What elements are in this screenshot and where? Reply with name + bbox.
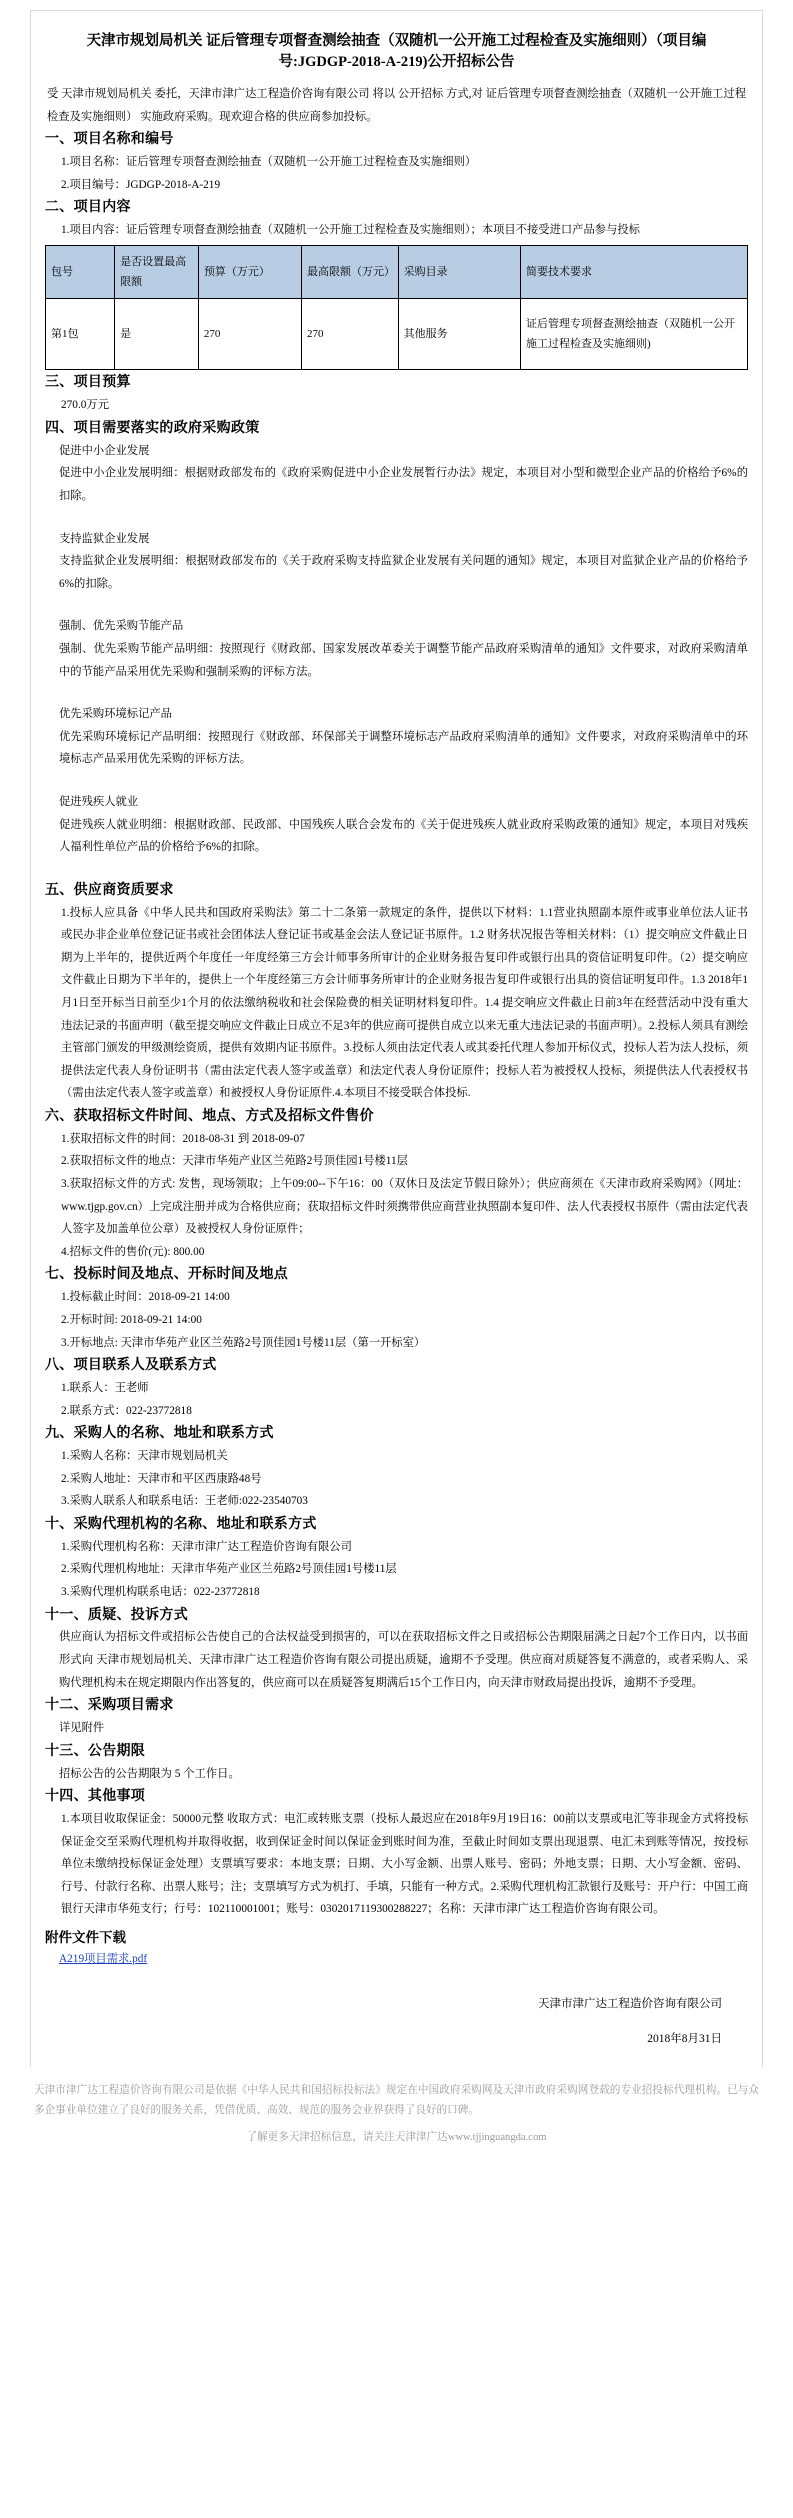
table-header-cell: 预算（万元） (198, 245, 301, 299)
section-1-item-1: 1.项目名称：证后管理专项督查测绘抽查（双随机一公开施工过程检查及实施细则） (61, 156, 477, 169)
section-9-item-3: 3.采购人联系人和联系电话：王老师:022-23540703 (61, 1495, 308, 1508)
signature-company: 天津市津广达工程造价咨询有限公司 (538, 1997, 722, 2010)
table-cell: 第1包 (46, 299, 115, 370)
policy-5-detail: 促进残疾人就业明细：根据财政部、民政部、中国残疾人联合会发布的《关于促进残疾人就业政府采购政策的通知》规定，本项目对残疾人福利性单位产品的价格给予6%的扣除。 (59, 818, 748, 854)
section-heading-12: 十二、采购项目需求 (45, 1698, 174, 1714)
policy-gap (45, 683, 748, 703)
section-heading-10: 十、采购代理机构的名称、地址和联系方式 (45, 1516, 317, 1532)
section-7-item-3: 3.开标地点: 天津市华苑产业区兰苑路2号顶佳园1号楼11层（第一开标室） (61, 1336, 426, 1349)
section-7-item-1: 1.投标截止时间：2018-09-21 14:00 (61, 1291, 230, 1304)
signature-date: 2018年8月31日 (647, 2032, 722, 2045)
policy-3-title: 强制、优先采购节能产品 (59, 620, 184, 633)
section-heading-13: 十三、公告期限 (45, 1743, 146, 1759)
section-1-item-2: 2.项目编号：JGDGP-2018-A-219 (61, 178, 221, 191)
section-heading-1: 一、项目名称和编号 (45, 132, 174, 148)
policy-2-detail: 支持监狱企业发展明细：根据财政部发布的《关于政府采购支持监狱企业发展有关问题的通知》规定，本项目对监狱企业产品的价格给予6%的扣除。 (59, 555, 748, 590)
policy-1-title: 促进中小企业发展 (59, 444, 150, 457)
section-11-body: 供应商认为招标文件或招标公告使自己的合法权益受到损害的，可以在获取招标文件之日或招标公告期限届满之日起7个工作日内，以书面形式向 天津市规划局机关、天津市津广达工程造价咨询有限公司提出质疑，逾期不予受理。供应商对质疑答复不满意的，或者采购人、采购代理机构未在规定期限内作出答复的，供应商可以在质疑答复期满后15个工作日内，向天津市财政局提出投诉，逾期不予受理。 (59, 1631, 748, 1689)
policy-3-detail: 强制、优先采购节能产品明细：按照现行《财政部、国家发展改革委关于调整节能产品政府采购清单的通知》文件要求，对政府采购清单中的节能产品采用优先采购和强制采购的评标方法。 (59, 643, 748, 678)
section-heading-11: 十一、质疑、投诉方式 (45, 1607, 188, 1623)
table-header-cell: 包号 (46, 245, 115, 299)
section-14-body: 1.本项目收取保证金：50000元整 收取方式：电汇或转账支票（投标人最迟应在2018年9月19日16：00前以支票或电汇等非现金方式将投标保证金交至采购代理机构并取得收据，收到保证金时间以保证金到账时间为准，至截止时间如支票出现退票、电汇未到账等情况，按投标单位未缴纳投标保证金处理）支票填写要求：本地支票；日期、大小写金额、出票人账号、密码；外地支票；日期、大小写金额、密码、行号、付款行名称、出票人账号；注；支票填写方式为机打、手填，只能有一种方式。2.采购代理机构汇款银行及账号：开户行：中国工商银行天津市华苑支行；行号：102110001001；账号：0302017119300288227；名称：天津市津广达工程造价咨询有限公司。 (61, 1813, 748, 1916)
section-8-item-2: 2.联系方式：022-23772818 (61, 1404, 192, 1417)
attachment-download-link[interactable]: A219项目需求.pdf (59, 1953, 148, 1966)
section-heading-4: 四、项目需要落实的政府采购政策 (45, 420, 260, 436)
attachment-heading: 附件文件下载 (45, 1930, 126, 1946)
section-heading-2: 二、项目内容 (45, 200, 131, 216)
announcement-page (0, 10, 793, 2173)
section-3-budget: 270.0万元 (61, 399, 110, 412)
page-title: 天津市规划局机关 证后管理专项督查测绘抽查（双随机一公开施工过程检查及实施细则）（项目编号:JGDGP-2018-A-219)公开招标公告 (86, 33, 707, 71)
policy-5-title: 促进残疾人就业 (59, 795, 139, 808)
footer-contact-line: 了解更多天津招标信息，请关注天津津广达www.tjjinguangda.com (246, 2131, 547, 2143)
bottom-spacer (0, 2163, 793, 2173)
section-10-item-2: 2.采购代理机构地址：天津市华苑产业区兰苑路2号顶佳园1号楼11层 (61, 1563, 397, 1576)
package-table (45, 245, 748, 371)
table-header-row (46, 245, 748, 299)
document-frame (30, 10, 763, 2067)
table-cell: 其他服务 (398, 299, 520, 370)
section-heading-9: 九、采购人的名称、地址和联系方式 (45, 1426, 274, 1442)
section-heading-14: 十四、其他事项 (45, 1789, 146, 1805)
policy-2-title: 支持监狱企业发展 (59, 532, 150, 545)
section-6-item-3: 3.获取招标文件的方式: 发售，现场领取；上午09:00--下午16：00（双休日及法定节假日除外）；供应商须在《天津市政府采购网》（网址：www.tjgp.gov.cn）上完成注册并成为合格供应商；获取招标文件时须携带供应商营业执照副本复印件、法人代表授权书原件（需由法定代表人签字及加盖单位公章）及被授权人身份证原件； (61, 1178, 748, 1236)
section-7-item-2: 2.开标时间: 2018-09-21 14:00 (61, 1313, 202, 1326)
policy-1-detail: 促进中小企业发展明细：根据财政部发布的《政府采购促进中小企业发展暂行办法》规定，本项目对小型和微型企业产品的价格给予6%的扣除。 (59, 467, 748, 503)
section-heading-8: 八、项目联系人及联系方式 (45, 1358, 217, 1374)
table-cell: 270 (198, 299, 301, 370)
section-5-body: 1.投标人应具备《中华人民共和国政府采购法》第二十二条第一款规定的条件，提供以下材料：1.1营业执照副本原件或事业单位法人证书或民办非企业单位登记证书或社会团体法人登记证书或基金会法人登记证书原件。1.2 财务状况报告等相关材料：（1）提交响应文件截止日期为上半年的，提供近两个年度任一年度经第三方会计师事务所审计的企业财务报告复印件或银行出具的资信证明复印件。（2）提交响应文件截止日期为下半年的，提供上一个年度经第三方会计师事务所审计的企业财务报告复印件或银行出具的资信证明复印件。1.3 2018年1月1日至开标当日前至少1个月的依法缴纳税收和社会保险费的相关证明材料复印件。1.4 提交响应文件截止日前3年在经营活动中没有重大违法记录的书面声明（截至提交响应文件截止日成立不足3年的供应商可提供自成立以来无重大违法记录的书面声明）。2.投标人须具有测绘主管部门颁发的甲级测绘资质，提供有效期内证书原件。3.投标人须由法定代表人或其委托代理人参加开标仪式，投标人若为法人投标，须提供法定代表人身份证明书（需由法定代表人签字或盖章）和法定代表人身份证原件；投标人若为被授权人投标，须提供法人代表授权书（需由法定代表人签字或盖章）和被授权人身份证原件.4.本项目不接受联合体投标. (61, 906, 748, 1100)
footer-description: 天津市津广达工程造价咨询有限公司是依据《中华人民共和国招标投标法》规定在中国政府采购网及天津市政府采购网登载的专业招投标代理机构。已与众多企事业单位建立了良好的服务关系，凭借优质、高效、规范的服务会业界获得了良好的口碑。 (34, 2084, 759, 2117)
section-10-item-3: 3.采购代理机构联系电话：022-23772818 (61, 1585, 260, 1598)
section-6-item-4: 4.招标文件的售价(元): 800.00 (61, 1245, 205, 1258)
intro-paragraph: 受 天津市规划局机关 委托，天津市津广达工程造价咨询有限公司 将以 公开招标 方式,对 证后管理专项督查测绘抽查（双随机一公开施工过程检查及实施细则） 实施政府采购。现欢迎合格的供应商参加投标。 (47, 88, 746, 123)
attachment-link-wrapper (59, 1948, 748, 1971)
policy-gap (45, 508, 748, 528)
section-10-item-1: 1.采购代理机构名称：天津市津广达工程造价咨询有限公司 (61, 1540, 352, 1553)
table-cell: 270 (302, 299, 399, 370)
section-6-item-2: 2.获取招标文件的地点：天津市华苑产业区兰苑路2号顶佳园1号楼11层 (61, 1155, 408, 1168)
section-2-item-1: 1.项目内容：证后管理专项督查测绘抽查（双随机一公开施工过程检查及实施细则）；本项目不接受进口产品参与投标 (61, 224, 640, 237)
section-heading-5: 五、供应商资质要求 (45, 882, 174, 898)
table-cell: 证后管理专项督查测绘抽查（双随机一公开施工过程检查及实施细则) (521, 299, 748, 370)
table-cell: 是 (115, 299, 199, 370)
section-heading-7: 七、投标时间及地点、开标时间及地点 (45, 1267, 289, 1283)
policy-gap (45, 771, 748, 791)
policy-4-title: 优先采购环境标记产品 (59, 708, 172, 721)
section-13-item-1: 招标公告的公告期限为 5 个工作日。 (59, 1767, 240, 1780)
table-header-cell: 采购目录 (398, 245, 520, 299)
table-header-cell: 最高限额（万元） (302, 245, 399, 299)
section-6-item-1: 1.获取招标文件的时间：2018-08-31 到 2018-09-07 (61, 1132, 305, 1145)
section-12-item-1: 详见附件 (59, 1722, 105, 1735)
section-heading-3: 三、项目预算 (45, 375, 131, 391)
table-header-cell: 简要技术要求 (521, 245, 748, 299)
policy-gap (45, 595, 748, 615)
table-row (46, 299, 748, 370)
policy-4-detail: 优先采购环境标记产品明细：按照现行《财政部、环保部关于调整环境标志产品政府采购清单的通知》文件要求，对政府采购清单中的环境标志产品采用优先采购的评标方法。 (59, 730, 748, 766)
policy-gap (45, 859, 748, 879)
section-heading-6: 六、获取招标文件时间、地点、方式及招标文件售价 (45, 1108, 374, 1124)
table-header-cell: 是否设置最高限额 (115, 245, 199, 299)
section-9-item-2: 2.采购人地址：天津市和平区西康路48号 (61, 1472, 262, 1485)
section-8-item-1: 1.联系人：王老师 (61, 1382, 149, 1394)
section-9-item-1: 1.采购人名称：天津市规划局机关 (61, 1450, 228, 1463)
